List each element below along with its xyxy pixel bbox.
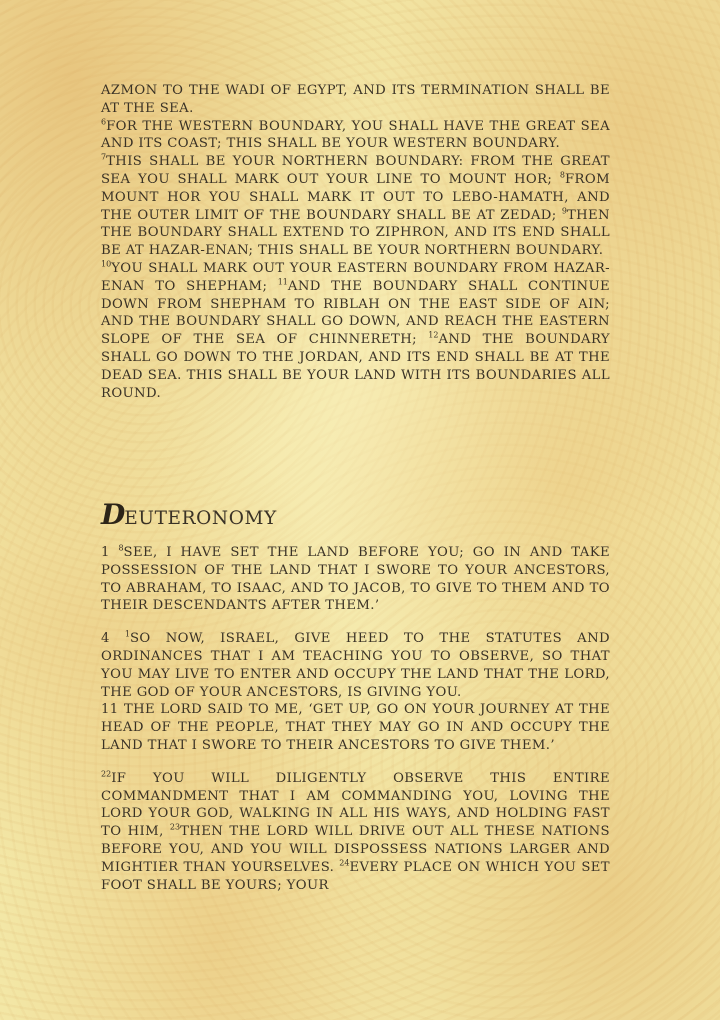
chapter-ref: 4 bbox=[101, 631, 125, 647]
verse-number: 6 bbox=[101, 117, 107, 127]
verse-paragraph bbox=[101, 260, 610, 402]
verse-number: 8 bbox=[118, 543, 124, 553]
verse-number: 23 bbox=[169, 822, 181, 832]
verse-paragraph bbox=[101, 701, 610, 754]
verse-text: THEN THE LORD WILL DRIVE OUT ALL THESE NATIONS BEFORE YOU, AND YOU WILL DISPOSSESS NATIONS LARGER AND MIGHTIER THAN YOURSELVES. bbox=[101, 824, 610, 875]
verse-paragraph bbox=[101, 630, 610, 701]
deuteronomy-passage bbox=[101, 544, 610, 894]
verse-paragraph bbox=[101, 770, 610, 895]
verse-number: 9 bbox=[561, 206, 567, 216]
verse-text: 11 THE LORD SAID TO ME, ‘GET UP, GO ON YOUR JOURNEY AT THE HEAD OF THE PEOPLE, THAT THEY MAY GO IN AND OCCUPY THE LAND THAT I SWORE TO THEIR ANCESTORS TO GIVE THEM.’ bbox=[101, 702, 610, 753]
paragraph-gap bbox=[101, 615, 610, 630]
paragraph-gap bbox=[101, 755, 610, 770]
verse-text: YOU SHALL MARK OUT YOUR EASTERN BOUNDARY FROM HAZAR-ENAN TO SHEPHAM; bbox=[101, 260, 610, 294]
heading-drop-cap: D bbox=[101, 498, 125, 531]
verse-paragraph bbox=[101, 544, 610, 615]
verse-text: FOR THE WESTERN BOUNDARY, YOU SHALL HAVE THE GREAT SEA AND ITS COAST; THIS SHALL BE YOUR WESTERN BOUNDARY. bbox=[101, 118, 610, 152]
verse-text: AND THE BOUNDARY SHALL CONTINUE DOWN FROM SHEPHAM TO RIBLAH ON THE EAST SIDE OF AIN; AND THE BOUNDARY SHALL GO DOWN, AND REACH THE EASTERN SLOPE OF THE SEA OF CHINNERETH; bbox=[101, 278, 610, 348]
verse-text: EVERY PLACE ON WHICH YOU SET FOOT SHALL BE YOURS; YOUR bbox=[101, 859, 610, 893]
verse-text: SO NOW, ISRAEL, GIVE HEED TO THE STATUTES AND ORDINANCES THAT I AM TEACHING YOU TO OBSERVE, SO THAT YOU MAY LIVE TO ENTER AND OCCUPY THE LAND THAT THE LORD, THE GOD OF YOUR ANCESTORS, IS GIVING YOU. bbox=[101, 631, 610, 700]
verse-text: THIS SHALL BE YOUR NORTHERN BOUNDARY: FROM THE GREAT SEA YOU SHALL MARK OUT YOUR LINE TO MOUNT HOR; bbox=[101, 154, 610, 187]
verse-number: 7 bbox=[101, 152, 107, 162]
verse-text: SEE, I HAVE SET THE LAND BEFORE YOU; GO IN AND TAKE POSSESSION OF THE LAND THAT I SWORE TO YOUR ANCESTORS, TO ABRAHAM, TO ISAAC, AND TO JACOB, TO GIVE TO THEM AND TO THEIR DESCENDANTS AFTER THEM.’ bbox=[101, 545, 610, 614]
verse-number: 11 bbox=[277, 277, 288, 287]
verse-text: FROM MOUNT HOR YOU SHALL MARK IT OUT TO LEBO-HAMATH, AND THE OUTER LIMIT OF THE BOUNDARY SHALL BE AT ZEDAD; bbox=[101, 171, 610, 223]
verse-paragraph bbox=[101, 153, 610, 260]
verse-number: 1 bbox=[124, 629, 130, 639]
verse-text: AND THE BOUNDARY SHALL GO DOWN TO THE JORDAN, AND ITS END SHALL BE AT THE DEAD SEA. THIS SHALL BE YOUR LAND WITH ITS BOUNDARIES ALL ROUND. bbox=[101, 332, 610, 401]
verse-number: 10 bbox=[101, 259, 112, 269]
verse-text: IF YOU WILL DILIGENTLY OBSERVE THIS ENTIRE COMMANDMENT THAT I AM COMMANDING YOU, LOVING THE LORD YOUR GOD, WALKING IN ALL HIS WAYS, AND HOLDING FAST TO HIM, bbox=[101, 770, 610, 840]
verse-number: 22 bbox=[101, 769, 112, 779]
section-heading bbox=[101, 498, 610, 531]
verse-number: 24 bbox=[339, 858, 350, 868]
verse-text: AZMON TO THE WADI OF EGYPT, AND ITS TERMINATION SHALL BE AT THE SEA. bbox=[101, 83, 610, 116]
verse-paragraph bbox=[101, 82, 610, 118]
chapter-ref: 1 bbox=[101, 545, 119, 560]
heading-text: EUTERONOMY bbox=[124, 508, 277, 529]
verse-number: 8 bbox=[559, 170, 565, 180]
numbers-passage bbox=[101, 82, 610, 402]
verse-text: THEN THE BOUNDARY SHALL EXTEND TO ZIPHRON, AND ITS END SHALL BE AT HAZAR-ENAN; THIS SHALL BE YOUR NORTHERN BOUNDARY. bbox=[101, 207, 610, 259]
verse-number: 12 bbox=[428, 330, 439, 340]
verse-paragraph bbox=[101, 118, 610, 154]
